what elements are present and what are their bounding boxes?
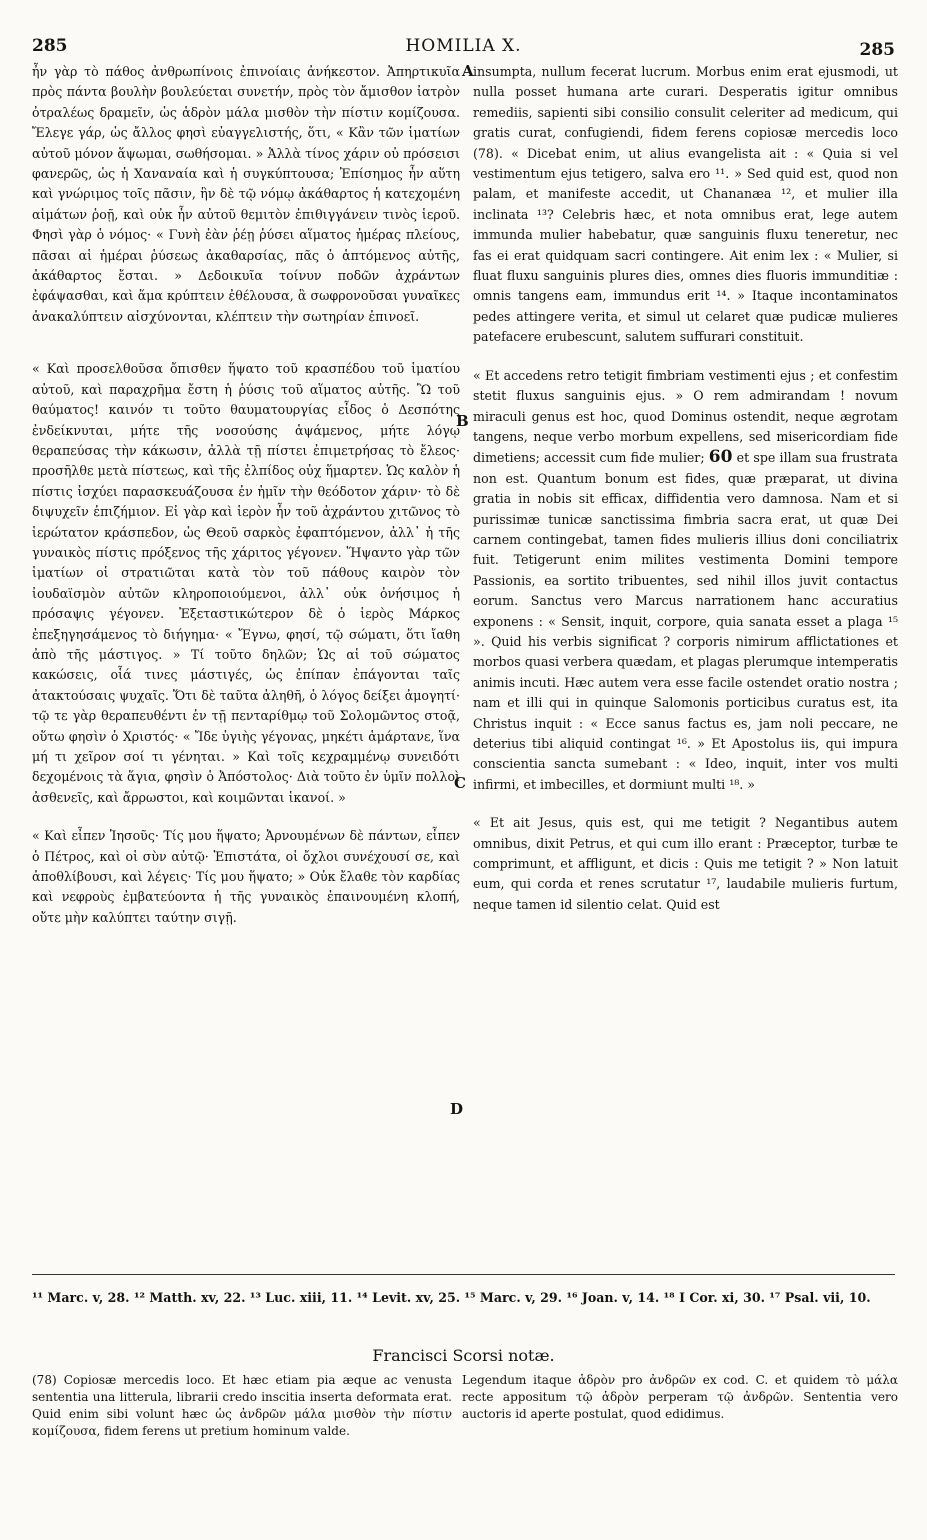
margin-marker-a: A: [462, 62, 474, 80]
margin-marker-d: D: [450, 1100, 464, 1118]
note-text-left: (78) Copiosæ mercedis loco. Et hæc etiam pia æque ac venusta sententia una litterula, librarii credo inscitia inserta deformata erat. Quid enim sibi volunt hæc ὡς ἀνδρῶν μάλα μισθὸν τὴν πίστιν κομίζουσα, fidem ferens ut pretium hominum valde.: [32, 1373, 452, 1438]
greek-column: [32, 62, 460, 928]
scripture-references: ¹¹ Marc. v, 28. ¹² Matth. xv, 22. ¹³ Luc. xiii, 11. ¹⁴ Levit. xv, 25. ¹⁵ Marc. v, 29. ¹⁶ Joan. v, 14. ¹⁸ I Cor. xi, 30. ¹⁷ Psal. vii, 10.: [32, 1290, 871, 1305]
running-header: [32, 36, 895, 60]
latin-column: [473, 62, 898, 915]
column-number-60: 60: [708, 447, 733, 468]
page-number-left: 285: [32, 36, 68, 56]
latin-paragraph-1: insumpta, nullum fecerat lucrum. Morbus enim erat ejusmodi, ut nulla posset humana arte curari. Desperatis igitur omnibus remediis, sapienti sibi consilio consulit celeriter ad medicum, qui gratis curat, confugiendi, fidem ferens copiosæ mercedis loco (78). « Dicebat enim, ut alius evangelista ait : « Quia si vel vestimentum ejus tetigero, salva ero ¹¹. » Sed quid est, quod non palam, et manifeste accedit, ut Chananæa ¹², et mulier illa inclinata ¹³? Celebris hæc, et nota omnibus erat, lege autem immunda mulier habebatur, quæ sanguinis fluxu teneretur, nec fas ei erat quidquam sacri contingere. Ait enim lex : « Mulier, si fluat fluxu sanguinis plures dies, omnes dies fluoris immunditiæ : omnis tangens eam, immundus erit ¹⁴. » Itaque incontaminatos pedes attingere verita, et simul ut celaret quæ pudicæ mulieres patefacere erubescunt, salutem suffurari constituit.: [473, 64, 898, 345]
greek-paragraph-1: ἦν γὰρ τὸ πάθος ἀνθρωπίνοις ἐπινοίαις ἀνήκεστον. Ἀπηρτικυῖα πρὸς πάντα βουλὴν βουλεύεται συνετήν, πρὸς τὸν ἄμισθον ἰατρὸν ὀτραλέως δραμεῖν, ὡς ἁδρὸν μάλα μισθὸν τὴν πίστιν κομίζουσα. Ἔλεγε γάρ, ὡς ἄλλος φησὶ εὐαγγελιστής, ὅτι, « Κἂν τῶν ἱματίων αὐτοῦ μόνον ἅψωμαι, σωθήσομαι. » Ἀλλὰ τίνος χάριν οὐ πρόσεισι φανερῶς, ὡς ἡ Χαναναία καὶ ἡ συγκύπτουσα; Ἐπίσημος ἦν αὕτη καὶ γνώριμος τοῖς πᾶσιν, ἣν δὲ τῷ νόμῳ ἀκάθαρτος ἡ κατεχομένη αἱμάτων ῥοῇ, καὶ οὐκ ἦν αὐτοῦ θεμιτὸν ἐπιθιγγάνειν τινὸς ἱεροῦ. Φησὶ γὰρ ὁ νόμος· « Γυνὴ ἐὰν ῥέῃ ῥύσει αἵματος ἡμέρας πλείους, πᾶσαι αἱ ἡμέραι ῥύσεως ἀκαθαρσίας, πᾶς ὁ ἁπτόμενος αὐτῆς, ἀκάθαρτος ἔσται. » Δεδοικυῖα τοίνυν ποδῶν ἀχράντων ἐφάψασθαι, καὶ ἅμα κρύπτειν ἐθέλουσα, ἃ σωφρονοῦσαι γυναῖκες ἀνακαλύπτειν αἰσχύνονται, κλέπτειν τὴν σωτηρίαν ἐπινοεῖ.: [32, 64, 460, 324]
latin-paragraph-2a: « Et accedens retro tetigit fimbriam vestimenti ejus ; et confestim stetit fluxus sanguinis ejus. » O rem admirandam ! novum miraculi genus est hoc, quod Dominus ostendit, neque ægrotam tangens, neque verbo morbum expellens, sed misericordiam fide dimetiens; accessit cum fide mulier;: [473, 367, 898, 466]
margin-marker-b: B: [456, 412, 469, 430]
margin-marker-c: C: [454, 774, 466, 792]
greek-paragraph-3: « Καὶ εἶπεν Ἰησοῦς· Τίς μου ἥψατο; Ἀρνουμένων δὲ πάντων, εἶπεν ὁ Πέτρος, καὶ οἱ σὺν αὐτῷ· Ἐπιστάτα, οἱ ὄχλοι συνέχουσί σε, καὶ ἀποθλίβουσι, καὶ λέγεις· Τίς μου ἥψατο; » Οὐκ ἔλαθε τὸν καρδίας καὶ νεφροὺς ἐμβατεύοντα ἡ τῆς γυναικὸς ἐπαινουμένη κλοπή, οὔτε μὴν καλύπτει ταύτην σιγῇ.: [32, 828, 460, 925]
latin-paragraph-3: « Et ait Jesus, quis est, qui me tetigit ? Negantibus autem omnibus, dixit Petrus, et qui cum illo erant : Præceptor, turbæ te comprimunt, et affligunt, et dicis : Quis me tetigit ? » Non latuit eum, qui corda et renes scrutatur ¹⁷, laudabile mulieris furtum, neque tamen id silentio celat. Quid est: [473, 815, 898, 912]
notes-title: Francisci Scorsi notæ.: [372, 1346, 555, 1365]
footnote-divider: [32, 1274, 895, 1275]
latin-paragraph-2: [473, 366, 898, 796]
note-text-right: Legendum itaque ἁδρὸν pro ἀνδρῶν ex cod. C. et quidem τὸ μάλα recte appositum τῷ ἁδρὸν perperam τῷ ἀνδρῶν. Sententia vero auctoris id aperte postulat, quod edidimus.: [462, 1373, 898, 1421]
page-title: HOMILIA X.: [405, 36, 522, 56]
latin-paragraph-2b: et spe illam sua frustrata non est. Quantum bonum est fides, quæ præparat, ut divina gratia in nobis sit efficax, diffidentia vero damnosa. Nam et si purissimæ tunicæ sanctissima fimbria sacra erat, ut quæ Dei carnem contingebat, tamen fides mulieris illius doni conciliatrix fuit. Tetigerunt enim milites vestimenta Domini tempore Passionis, ea sortito tribuentes, sed nihil illos juvit contactus eorum. Sanctus vero Marcus narrationem hanc accuratius exponens : « Sensit, inquit, corpore, quia sanata esset a plaga ¹⁵ ». Quid his verbis significat ? corporis nimirum afflictationes et morbos quasi verbera quædam, et plagas plerumque intemperatis animis incuti. Hæc autem vera esse facile ostendet oratio nostra ; nam et illi qui in quinque Salomonis porticibus curatus est, ita Christus inquit : « Ecce sanus factus es, jam noli peccare, ne deterius tibi aliquid contingat ¹⁶. » Et Apostolus iis, qui impura conscientia sancta sumebant : « Ideo, inquit, inter vos multi infirmi, et imbecilles, et dormiunt multi ¹⁸. »: [473, 450, 898, 792]
page-number-right: 285: [859, 40, 895, 60]
greek-paragraph-2: « Καὶ προσελθοῦσα ὄπισθεν ἥψατο τοῦ κρασπέδου τοῦ ἱματίου αὐτοῦ, καὶ παραχρῆμα ἔστη ἡ ῥύσις τοῦ αἵματος αὐτῆς. Ὢ τοῦ θαύματος! καινόν τι τοῦτο θαυματουργίας εἶδος ὁ Δεσπότης ἐνδείκνυται, μήτε τῆς νοσούσης ἁψάμενος, μήτε λόγῳ θεραπεύσας τὴν κάκωσιν, ἀλλὰ τῇ πίστει ἐπιμετρήσας τὸ ἔλεος· προσῆλθε μετὰ πίστεως, καὶ τῆς ἐλπίδος οὐχ ἥμαρτεν. Ὡς καλὸν ἡ πίστις ἰσχύει παρασκευάζουσα ἐν ἡμῖν τὴν θεόδοτον χάριν· τὸ δὲ διψυχεῖν ἐπιζήμιον. Εἰ γὰρ καὶ ἱερὸν ἦν τοῦ ἀχράντου χιτῶνος τὸ ἱερώτατον κράσπεδον, ὡς Θεοῦ σαρκὸς ἐφαπτόμενον, ἀλλ᾽ ἡ τῆς γυναικὸς πίστις πρόξενος τῆς χάριτος γέγονεν. Ἥψαντο γὰρ τῶν ἱματίων οἱ στρατιῶται κατὰ τὸν τοῦ πάθους καιρὸν τὸν ἰουδαϊσμὸν αὐτῶν κληροποιούμενοι, ἀλλ᾽ οὐκ ὀνήσιμος ἡ πρόσαψις γέγονεν. Ἐξεταστικώτερον δὲ ὁ ἱερὸς Μάρκος ἐπεξηγησάμενος τὸ διήγημα· « Ἔγνω, φησί, τῷ σώματι, ὅτι ἴαθη ἀπὸ τῆς μάστιγος. » Τί τοῦτο δηλῶν; Ὡς αἱ τοῦ σώματος κακώσεις, οἷά τινες μάστιγές, ὡς ἐπίπαν ἐπάγονται ταῖς ἀτακτούσαις ψυχαῖς. Ὅτι δὲ ταῦτα ἀληθῆ, ὁ λόγος δείξει ἀμογητί· τῷ τε γὰρ θεραπευθέντι ἐν τῇ πενταρίθμῳ τοῦ Σολομῶντος στοᾷ, οὕτω φησὶν ὁ Χριστός· « Ἴδε ὑγιὴς γέγονας, μηκέτι ἁμάρτανε, ἵνα μή τι χεῖρον σοί τι γένηται. » Καὶ τοῖς κεχραμμένῳ συνειδότι δεχομένοις τὰ ἅγια, φησὶν ὁ Ἀπόστολος· Διὰ τοῦτο ἐν ὑμῖν πολλοὶ ἀσθενεῖς, καὶ ἄρρωστοι, καὶ κοιμῶνται ἱκανοί. »: [32, 361, 460, 805]
